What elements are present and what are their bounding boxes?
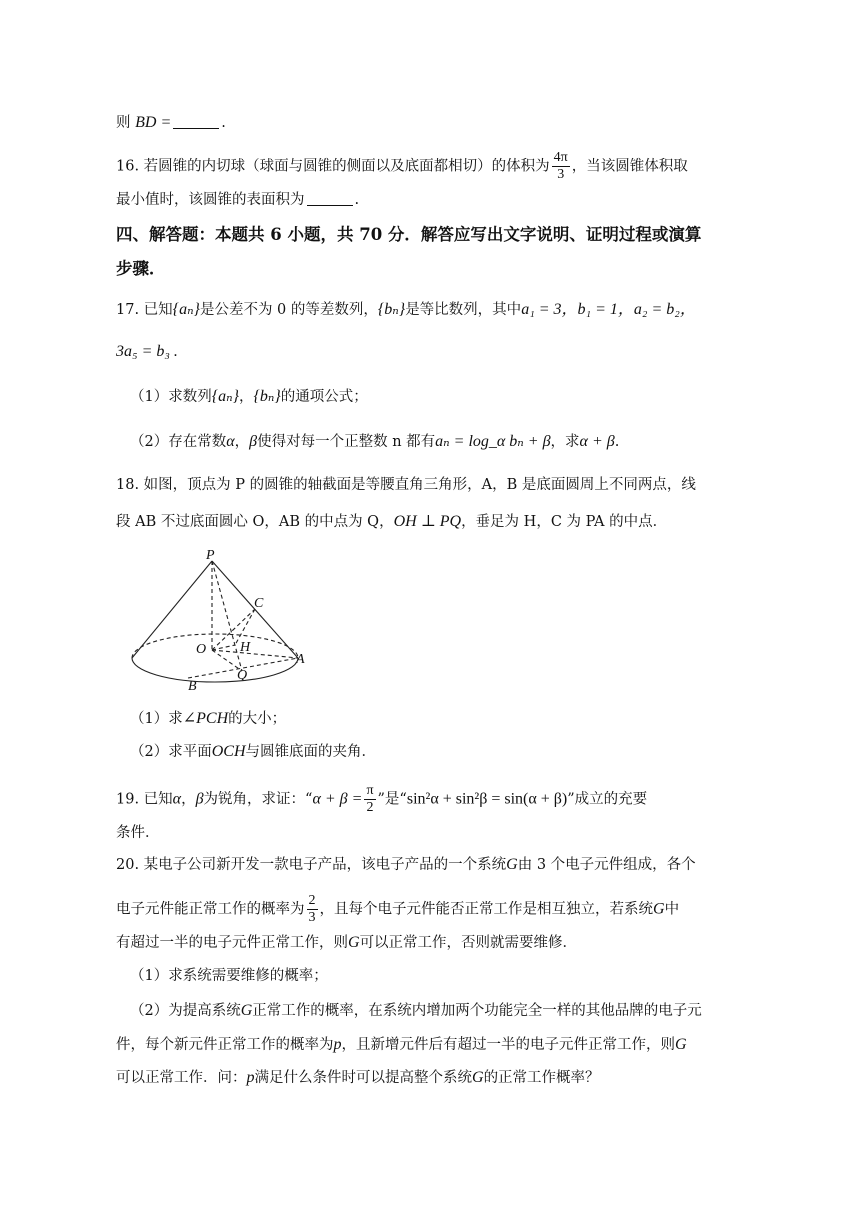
condition-sum: α + β = xyxy=(312,790,363,808)
q19-line2: 条件． xyxy=(116,825,160,841)
target-expression: α + β xyxy=(579,433,615,450)
base-front-arc xyxy=(132,658,298,682)
comma: ， xyxy=(181,791,196,808)
prob-fraction xyxy=(307,893,318,926)
part-label: （2）为提高系统 xyxy=(130,1003,241,1019)
q15-suffix: . xyxy=(221,115,226,131)
frac-num: 2 xyxy=(308,893,316,908)
system-G: G xyxy=(348,934,360,951)
q20-text3: 电子元件能正常工作的概率为 xyxy=(116,901,305,918)
q20-text2: 由 3 个电子元件组成，各个 xyxy=(517,857,696,873)
system-G: G xyxy=(472,1069,484,1086)
q19-line1 xyxy=(116,783,647,816)
label-C: C xyxy=(254,596,264,611)
condition-sin: sin²α + sin²β = sin(α + β) xyxy=(406,790,568,808)
beta-symbol: β xyxy=(195,790,204,808)
part-text2: ，求 xyxy=(550,434,580,450)
q16-line1 xyxy=(116,150,688,183)
frac-num: π xyxy=(366,783,374,798)
part-text: 使得对每一个正整数 n 都有 xyxy=(257,434,436,450)
q16-text: 16. 若圆锥的内切球（球面与圆锥的侧面以及底面都相切）的体积为 xyxy=(116,158,550,175)
part-text: 的大小； xyxy=(228,711,287,727)
q15-prefix: 则 xyxy=(116,115,131,131)
q17-text2: 是公差不为 0 的等差数列， xyxy=(199,302,378,318)
q16-frac-den: 3 xyxy=(557,167,565,182)
q18-text: 段 AB 不过底面圆心 O，AB 的中点为 Q， xyxy=(116,514,394,530)
prob-p: p xyxy=(246,1069,255,1086)
answer-blank[interactable] xyxy=(307,191,353,206)
label-H: H xyxy=(240,640,251,655)
section-heading-cont: 步骤． xyxy=(116,259,166,278)
q20-text: 20. 某电子公司新开发一款电子产品，该电子产品的一个系统 xyxy=(116,857,507,873)
q19-text3: ”是“ xyxy=(377,791,407,808)
q20-part2-line1 xyxy=(130,1001,702,1021)
q20-text4: ，且每个电子元件能否正常工作是相互独立，若系统 xyxy=(319,901,653,918)
q17-part1 xyxy=(130,387,368,407)
q19-text: 19. 已知 xyxy=(116,791,173,808)
label-Q: Q xyxy=(237,668,248,683)
q20-text6: 有超过一半的电子元件正常工作，则 xyxy=(116,935,348,951)
part-text2: 满足什么条件时可以提高整个系统 xyxy=(254,1070,472,1086)
base-back-arc xyxy=(132,634,298,658)
q16-end: . xyxy=(354,192,360,208)
part-label: （1）求 xyxy=(130,711,183,727)
alpha-symbol: α xyxy=(226,433,235,450)
segment-OQ xyxy=(212,650,242,671)
label-B: B xyxy=(188,679,197,694)
q16-frac-num: 4π xyxy=(553,150,568,165)
answer-blank[interactable] xyxy=(173,114,219,129)
q20-part2-line3 xyxy=(116,1068,600,1088)
q20-part2-line2 xyxy=(116,1035,687,1055)
sequence-a: {aₙ} xyxy=(172,301,200,318)
part-text: 正常工作的概率，在系统内增加两个功能完全一样的其他品牌的电子元 xyxy=(252,1003,702,1019)
alpha-symbol: α xyxy=(172,790,182,808)
part-text: 的通项公式； xyxy=(280,389,368,405)
q20-line3 xyxy=(116,933,577,953)
part-text: 可以正常工作．问： xyxy=(116,1070,247,1086)
part-label: （1）求数列 xyxy=(130,389,212,405)
part-text: 与圆锥底面的夹角． xyxy=(245,744,377,760)
q20-text5: 中 xyxy=(664,901,680,918)
plane-OCH: OCH xyxy=(211,743,246,760)
q16-fraction xyxy=(552,150,570,183)
system-G: G xyxy=(675,1036,687,1053)
q17-conditions: a₁ = 3，b₁ = 1，a₂ = b₂， xyxy=(521,301,696,318)
comma: ， xyxy=(234,434,250,450)
q15-answer-line xyxy=(116,113,226,133)
q18-text2: ，垂足为 H，C 为 PA 的中点． xyxy=(461,514,668,530)
pi-over-2 xyxy=(364,783,375,816)
system-G: G xyxy=(240,1002,253,1019)
system-G: G xyxy=(653,900,665,918)
q18-part1 xyxy=(130,709,286,729)
segment-OA xyxy=(212,650,298,658)
period: . xyxy=(614,434,620,450)
perpendicular-relation: OH ⊥ PQ xyxy=(393,513,462,530)
q16-line2 xyxy=(116,190,359,210)
sequence-a: {aₙ} xyxy=(211,388,240,405)
q19-text2: 为锐角，求证：“ xyxy=(203,791,313,808)
system-G: G xyxy=(506,856,518,873)
part-label: （2）求平面 xyxy=(130,744,212,760)
q17-part2 xyxy=(130,432,619,452)
q18-line1: 18. 如图，顶点为 P 的圆锥的轴截面是等腰直角三角形，A，B 是底面圆周上不同两点，线 xyxy=(116,477,696,493)
q20-text7: 可以正常工作，否则就需要维修． xyxy=(359,935,578,951)
label-P: P xyxy=(206,548,215,563)
q20-part1: （1）求系统需要维修的概率； xyxy=(130,968,328,984)
part-text: 件，每个新元件正常工作的概率为 xyxy=(116,1037,334,1053)
segment-OH xyxy=(212,645,235,650)
q17-line2 xyxy=(116,342,178,362)
q17-line1 xyxy=(116,300,696,320)
sequence-b: {bₙ} xyxy=(253,388,281,405)
frac-den: 2 xyxy=(366,800,374,815)
part-text2: ，且新增元件后有超过一半的电子元件正常工作，则 xyxy=(341,1037,675,1053)
frac-den: 3 xyxy=(308,910,316,925)
q19-text4: ”成立的充要 xyxy=(567,791,648,808)
prob-p: p xyxy=(333,1036,342,1053)
beta-symbol: β xyxy=(249,433,258,450)
part-text3: 的正常工作概率？ xyxy=(483,1070,600,1086)
q18-line2 xyxy=(116,512,667,532)
q18-part2 xyxy=(130,742,376,762)
log-formula: aₙ = log_α bₙ + β xyxy=(435,433,551,450)
q16-text2: ，当该圆锥体积取 xyxy=(571,158,688,175)
label-O: O xyxy=(196,642,207,657)
q20-line1 xyxy=(116,855,696,875)
sequence-b: {bₙ} xyxy=(377,301,406,318)
q16-line2-text: 最小值时，该圆锥的表面积为 xyxy=(116,192,305,208)
section-heading: 四、解答题：本题共 6 小题，共 70 分．解答应写出文字说明、证明过程或演算 xyxy=(116,225,702,244)
comma: ， xyxy=(239,389,254,405)
q17-text: 17. 已知 xyxy=(116,302,173,318)
q15-math: BD = xyxy=(135,114,172,131)
cone-figure xyxy=(124,545,324,695)
q17-text3: 是等比数列，其中 xyxy=(405,302,522,318)
part-label: （2）存在常数 xyxy=(130,434,227,450)
label-A: A xyxy=(296,652,305,667)
angle-PCH: ∠PCH xyxy=(182,710,229,727)
q17-equation: 3a₅ = b₃ . xyxy=(116,343,178,360)
q20-line2 xyxy=(116,893,679,926)
